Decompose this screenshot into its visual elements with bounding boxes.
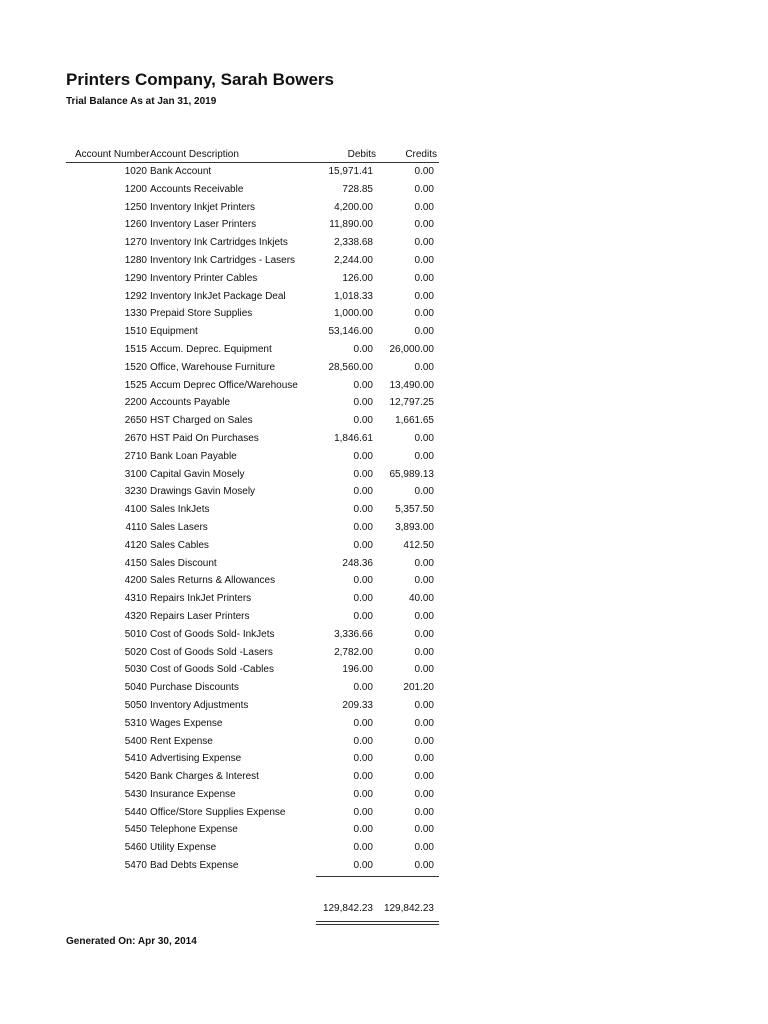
table-row [66, 305, 439, 323]
account-number: 5450 [124, 824, 147, 836]
debit-amount: 0.00 [353, 415, 373, 427]
debit-amount: 0.00 [353, 682, 373, 694]
account-number: 1292 [124, 290, 147, 302]
account-description: HST Charged on Sales [150, 415, 253, 427]
account-description: Inventory Printer Cables [150, 272, 258, 284]
credit-amount: 0.00 [414, 361, 434, 373]
table-row [66, 590, 439, 608]
account-number: 5040 [124, 682, 147, 694]
table-row [66, 163, 439, 181]
credit-amount: 26,000.00 [389, 343, 434, 355]
total-debits: 129,842.23 [322, 902, 373, 914]
account-description: Drawings Gavin Mosely [150, 486, 256, 498]
credit-amount: 0.00 [414, 735, 434, 747]
account-number: 1510 [124, 326, 147, 338]
debit-amount: 1,018.33 [334, 290, 373, 302]
table-row [66, 661, 439, 679]
account-description: Accum. Deprec. Equipment [150, 343, 272, 355]
debit-amount: 2,244.00 [334, 254, 373, 266]
credit-amount: 0.00 [414, 326, 434, 338]
header-credits: Credits [405, 149, 437, 160]
account-description: Cost of Goods Sold -Cables [150, 664, 274, 676]
table-row [66, 448, 439, 466]
debit-amount: 0.00 [353, 788, 373, 800]
account-number: 4100 [124, 504, 147, 516]
table-row [66, 750, 439, 768]
account-description: Telephone Expense [150, 824, 238, 836]
credit-amount: 0.00 [414, 788, 434, 800]
account-number: 5400 [124, 735, 147, 747]
debit-amount: 0.00 [353, 468, 373, 480]
account-description: Inventory Ink Cartridges Inkjets [150, 237, 288, 249]
table-row [66, 733, 439, 751]
account-number: 1525 [124, 379, 147, 391]
account-description: Inventory Inkjet Printers [150, 201, 256, 213]
account-number: 2670 [124, 432, 147, 444]
account-number: 1270 [124, 237, 147, 249]
debit-amount: 126.00 [342, 272, 373, 284]
credit-amount: 0.00 [414, 432, 434, 444]
credit-amount: 0.00 [414, 237, 434, 249]
generated-on: Generated On: Apr 30, 2014 [66, 936, 197, 947]
debit-amount: 0.00 [353, 806, 373, 818]
credit-amount: 0.00 [414, 699, 434, 711]
account-description: HST Paid On Purchases [150, 432, 259, 444]
account-number: 5020 [124, 646, 147, 658]
debit-amount: 0.00 [353, 379, 373, 391]
credit-amount: 0.00 [414, 450, 434, 462]
account-number: 2650 [124, 415, 147, 427]
account-number: 1250 [124, 201, 147, 213]
account-number: 5440 [124, 806, 147, 818]
credit-amount: 1,661.65 [395, 415, 434, 427]
table-row [66, 644, 439, 662]
debit-amount: 0.00 [353, 842, 373, 854]
account-description: Accounts Payable [150, 397, 231, 409]
account-description: Accounts Receivable [150, 183, 244, 195]
table-row [66, 323, 439, 341]
debit-amount: 0.00 [353, 486, 373, 498]
account-number: 4110 [125, 521, 147, 533]
account-number: 5410 [124, 753, 147, 765]
credit-amount: 0.00 [414, 557, 434, 569]
credit-amount: 5,357.50 [395, 504, 434, 516]
credit-amount: 0.00 [414, 646, 434, 658]
table-row [66, 412, 439, 430]
debit-amount: 3,336.66 [334, 628, 373, 640]
header-account-description: Account Description [150, 149, 239, 160]
account-description: Utility Expense [150, 842, 217, 854]
debit-amount: 1,846.61 [334, 432, 373, 444]
table-row [66, 234, 439, 252]
account-number: 4200 [124, 575, 147, 587]
debit-amount: 248.36 [342, 557, 373, 569]
table-row [66, 804, 439, 822]
account-number: 4120 [124, 539, 147, 551]
debit-amount: 0.00 [353, 735, 373, 747]
account-number: 1520 [124, 361, 147, 373]
credit-amount: 0.00 [414, 664, 434, 676]
account-number: 5460 [124, 842, 147, 854]
debit-amount: 196.00 [342, 664, 373, 676]
table-row [66, 216, 439, 234]
table-row [66, 466, 439, 484]
debit-amount: 209.33 [342, 699, 373, 711]
debit-amount: 0.00 [353, 575, 373, 587]
table-row [66, 715, 439, 733]
credit-amount: 0.00 [414, 610, 434, 622]
table-row [66, 857, 439, 875]
table-row [66, 483, 439, 501]
account-number: 2710 [124, 450, 147, 462]
table-row [66, 697, 439, 715]
table-row [66, 572, 439, 590]
debit-amount: 15,971.41 [328, 166, 373, 177]
account-description: Bank Loan Payable [150, 450, 237, 462]
credit-amount: 0.00 [414, 717, 434, 729]
account-description: Office/Store Supplies Expense [150, 806, 286, 818]
credit-amount: 0.00 [414, 290, 434, 302]
account-description: Sales InkJets [150, 504, 210, 516]
account-description: Bank Account [150, 166, 212, 177]
table-row [66, 359, 439, 377]
report-subtitle: Trial Balance As at Jan 31, 2019 [66, 96, 217, 107]
account-number: 3230 [124, 486, 147, 498]
debit-amount: 2,782.00 [334, 646, 373, 658]
totals-double-underline [316, 921, 439, 925]
company-name: Printers Company, Sarah Bowers [66, 70, 334, 89]
credit-amount: 0.00 [414, 219, 434, 231]
account-description: Capital Gavin Mosely [150, 468, 245, 480]
debit-amount: 0.00 [353, 504, 373, 516]
account-number: 1330 [124, 308, 147, 320]
account-number: 1260 [124, 219, 147, 231]
account-number: 4150 [124, 557, 147, 569]
debit-amount: 2,338.68 [334, 237, 373, 249]
table-row [66, 377, 439, 395]
table-row [66, 768, 439, 786]
account-description: Repairs InkJet Printers [150, 593, 252, 605]
account-description: Inventory Adjustments [150, 699, 249, 711]
table-row [66, 537, 439, 555]
debit-amount: 53,146.00 [328, 326, 373, 338]
debit-amount: 0.00 [353, 771, 373, 783]
account-description: Cost of Goods Sold -Lasers [150, 646, 273, 658]
table-body [66, 163, 439, 875]
table-row [66, 786, 439, 804]
credit-amount: 0.00 [414, 753, 434, 765]
account-number: 5430 [124, 788, 147, 800]
credit-amount: 0.00 [414, 254, 434, 266]
account-number: 5420 [124, 771, 147, 783]
table-row [66, 430, 439, 448]
account-number: 4310 [124, 593, 147, 605]
credit-amount: 0.00 [414, 824, 434, 836]
account-description: Purchase Discounts [150, 682, 239, 694]
account-number: 2200 [124, 397, 147, 409]
debit-amount: 11,890.00 [329, 219, 373, 231]
debit-amount: 0.00 [353, 450, 373, 462]
credit-amount: 40.00 [408, 593, 434, 605]
account-number: 5010 [124, 628, 147, 640]
debit-amount: 0.00 [353, 717, 373, 729]
account-description: Wages Expense [150, 717, 223, 729]
account-number: 5030 [124, 664, 147, 676]
table-row [66, 555, 439, 573]
credit-amount: 0.00 [414, 201, 434, 213]
credit-amount: 0.00 [414, 308, 434, 320]
account-description: Sales Lasers [150, 521, 208, 533]
account-number: 5050 [124, 699, 147, 711]
debit-amount: 0.00 [353, 824, 373, 836]
table-row [66, 270, 439, 288]
account-number: 1020 [124, 166, 147, 177]
account-description: Insurance Expense [150, 788, 236, 800]
credit-amount: 12,797.25 [389, 397, 434, 409]
debit-amount: 0.00 [353, 610, 373, 622]
header-account-number: Account Number [75, 149, 150, 160]
debit-amount: 0.00 [353, 753, 373, 765]
table-row [66, 821, 439, 839]
account-number: 1280 [124, 254, 147, 266]
debit-amount: 0.00 [353, 539, 373, 551]
credit-amount: 412.50 [403, 539, 434, 551]
account-description: Inventory InkJet Package Deal [150, 290, 286, 302]
trial-balance-table [66, 146, 439, 925]
debit-amount: 0.00 [353, 343, 373, 355]
debit-amount: 1,000.00 [334, 308, 373, 320]
credit-amount: 0.00 [414, 486, 434, 498]
account-description: Office, Warehouse Furniture [150, 361, 276, 373]
account-description: Sales Cables [150, 539, 209, 551]
debit-amount: 0.00 [353, 593, 373, 605]
account-description: Sales Discount [150, 557, 217, 569]
account-description: Cost of Goods Sold- InkJets [150, 628, 275, 640]
credit-amount: 0.00 [414, 272, 434, 284]
account-number: 3100 [124, 468, 147, 480]
table-header [66, 146, 439, 162]
table-row [66, 181, 439, 199]
credit-amount: 0.00 [414, 183, 434, 195]
totals-row [66, 897, 439, 921]
table-row [66, 199, 439, 217]
account-number: 1515 [124, 343, 147, 355]
credit-amount: 0.00 [414, 806, 434, 818]
credit-amount: 0.00 [414, 628, 434, 640]
credit-amount: 0.00 [414, 771, 434, 783]
account-number: 5310 [124, 717, 147, 729]
account-description: Advertising Expense [150, 753, 242, 765]
table-row [66, 608, 439, 626]
account-description: Inventory Laser Printers [150, 219, 257, 231]
debit-amount: 0.00 [353, 860, 373, 872]
credit-amount: 0.00 [414, 166, 434, 177]
credit-amount: 3,893.00 [395, 521, 434, 533]
account-description: Prepaid Store Supplies [150, 308, 253, 320]
header-debits: Debits [347, 149, 376, 160]
credit-amount: 0.00 [414, 860, 434, 872]
table-row [66, 679, 439, 697]
account-number: 1290 [124, 272, 147, 284]
table-row [66, 839, 439, 857]
debit-amount: 0.00 [353, 397, 373, 409]
debit-amount: 0.00 [353, 521, 373, 533]
account-description: Bad Debts Expense [150, 860, 239, 872]
total-credits: 129,842.23 [383, 902, 434, 914]
account-description: Inventory Ink Cartridges - Lasers [150, 254, 296, 266]
credit-amount: 201.20 [403, 682, 434, 694]
credit-amount: 65,989.13 [389, 468, 434, 480]
debit-amount: 728.85 [342, 183, 373, 195]
table-row [66, 626, 439, 644]
credit-amount: 0.00 [414, 575, 434, 587]
account-number: 4320 [124, 610, 147, 622]
credit-amount: 0.00 [414, 842, 434, 854]
table-row [66, 394, 439, 412]
table-row [66, 288, 439, 306]
account-description: Accum Deprec Office/Warehouse [150, 379, 298, 391]
account-description: Equipment [150, 326, 198, 338]
totals-divider [316, 876, 439, 877]
debit-amount: 28,560.00 [328, 361, 373, 373]
account-description: Rent Expense [150, 735, 213, 747]
account-description: Repairs Laser Printers [150, 610, 250, 622]
account-description: Bank Charges & Interest [150, 771, 259, 783]
credit-amount: 13,490.00 [389, 379, 434, 391]
debit-amount: 4,200.00 [334, 201, 373, 213]
table-row [66, 519, 439, 537]
account-description: Sales Returns & Allowances [150, 575, 276, 587]
account-number: 5470 [124, 860, 147, 872]
table-row [66, 501, 439, 519]
account-number: 1200 [124, 183, 147, 195]
table-row [66, 341, 439, 359]
table-row [66, 252, 439, 270]
